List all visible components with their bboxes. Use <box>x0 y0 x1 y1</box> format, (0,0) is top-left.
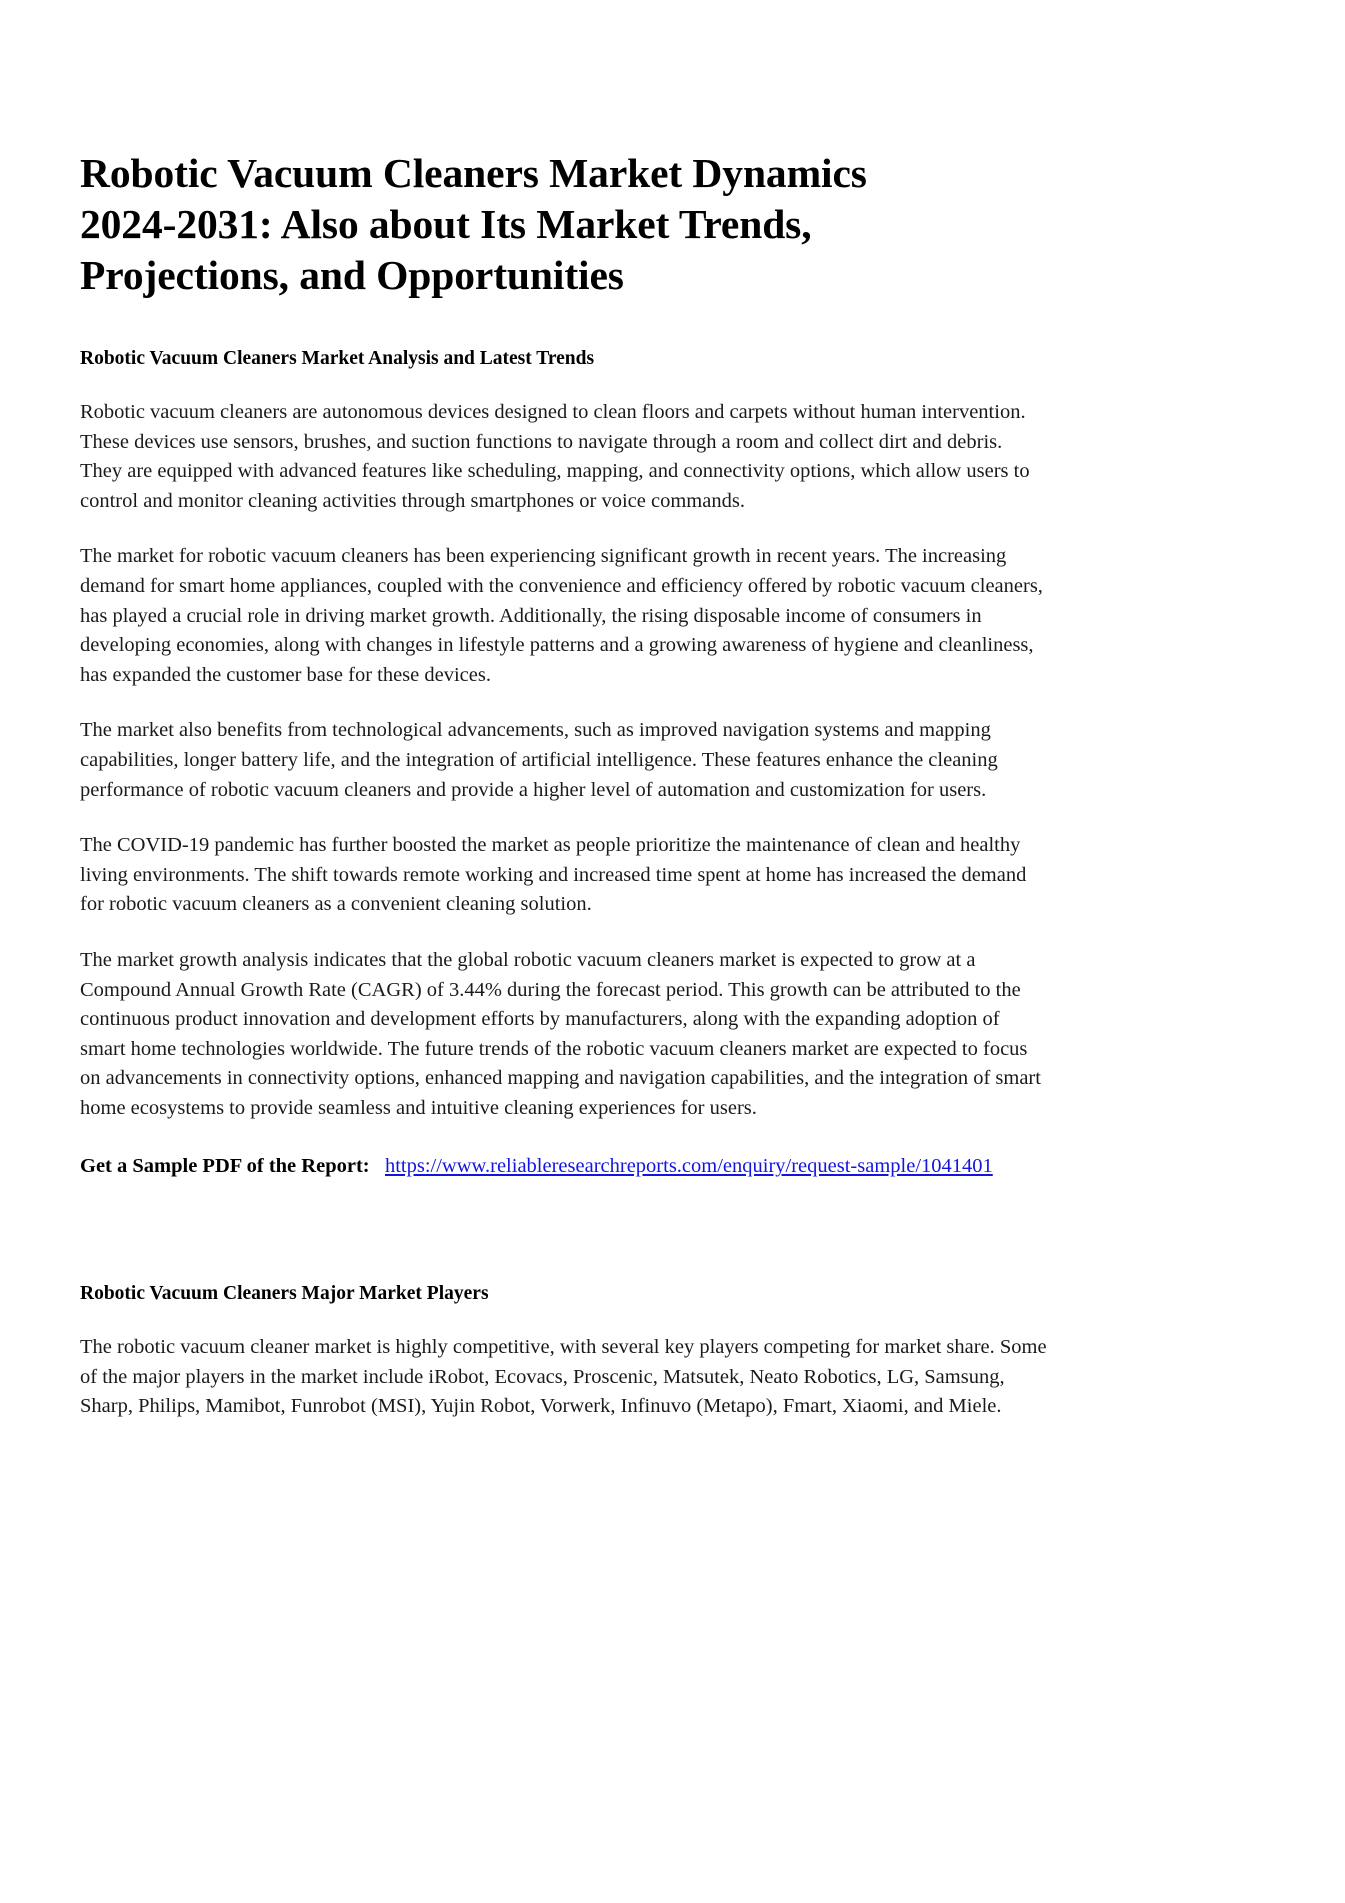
section-spacer <box>80 1182 1048 1242</box>
sample-pdf-line <box>80 1152 1048 1182</box>
paragraph-covid: The COVID-19 pandemic has further boosted the market as people prioritize the maintenance of clean and healthy living environments. The shift towards remote working and increased time spent at home has increased the demand for robotic vacuum cleaners as a convenient cleaning solution. <box>80 834 1027 916</box>
document-content <box>80 148 1048 1422</box>
paragraph-market-growth: The market for robotic vacuum cleaners has been experiencing significant growth in recent years. The increasing demand for smart home appliances, coupled with the convenience and efficiency offered by robotic vacuum cleaners, has played a crucial role in driving market growth. Additionally, the rising disposable income of consumers in developing economies, along with changes in lifestyle patterns and a growing awareness of hygiene and cleanliness, has expanded the customer base for these devices. <box>80 545 1043 686</box>
paragraph-technology: The market also benefits from technological advancements, such as improved navigation systems and mapping capabilities, longer battery life, and the integration of artificial intelligence. These features enhance the cleaning performance of robotic vacuum cleaners and provide a higher level of automation and customization for users. <box>80 719 998 801</box>
heading-market-analysis: Robotic Vacuum Cleaners Market Analysis and Latest Trends <box>80 348 595 369</box>
page-title: Robotic Vacuum Cleaners Market Dynamics 2024-2031: Also about Its Market Trends, Projections, and Opportunities <box>80 150 867 298</box>
sample-pdf-link[interactable]: https://www.reliableresearchreports.com/enquiry/request-sample/1041401 <box>384 1155 993 1178</box>
paragraph-major-players: The robotic vacuum cleaner market is highly competitive, with several key players competing for market share. Some of the major players in the market include iRobot, Ecovacs, Proscenic, Matsutek, Neato Robotics, LG, Samsung, Sharp, Philips, Mamibot, Funrobot (MSI), Yujin Robot, Vorwerk, Infinuvo (Metapo), Fmart, Xiaomi, and Miele. <box>80 1336 1047 1418</box>
paragraph-intro: Robotic vacuum cleaners are autonomous devices designed to clean floors and carpets without human intervention. These devices use sensors, brushes, and suction functions to navigate through a room and collect dirt and debris. They are equipped with advanced features like scheduling, mapping, and connectivity options, which allow users to control and monitor cleaning activities through smartphones or voice commands. <box>80 401 1030 512</box>
heading-major-players: Robotic Vacuum Cleaners Major Market Players <box>80 1283 489 1305</box>
sample-pdf-label: Get a Sample PDF of the Report: <box>80 1155 370 1178</box>
paragraph-forecast: The market growth analysis indicates that the global robotic vacuum cleaners market is expected to grow at a Compound Annual Growth Rate (CAGR) of 3.44% during the forecast period. This growth can be attributed to the continuous product innovation and development efforts by manufacturers, along with the expanding adoption of smart home technologies worldwide. The future trends of the robotic vacuum cleaners market are expected to focus on advancements in connectivity options, enhanced mapping and navigation capabilities, and the integration of smart home ecosystems to provide seamless and intuitive cleaning experiences for users. <box>80 948 1041 1119</box>
